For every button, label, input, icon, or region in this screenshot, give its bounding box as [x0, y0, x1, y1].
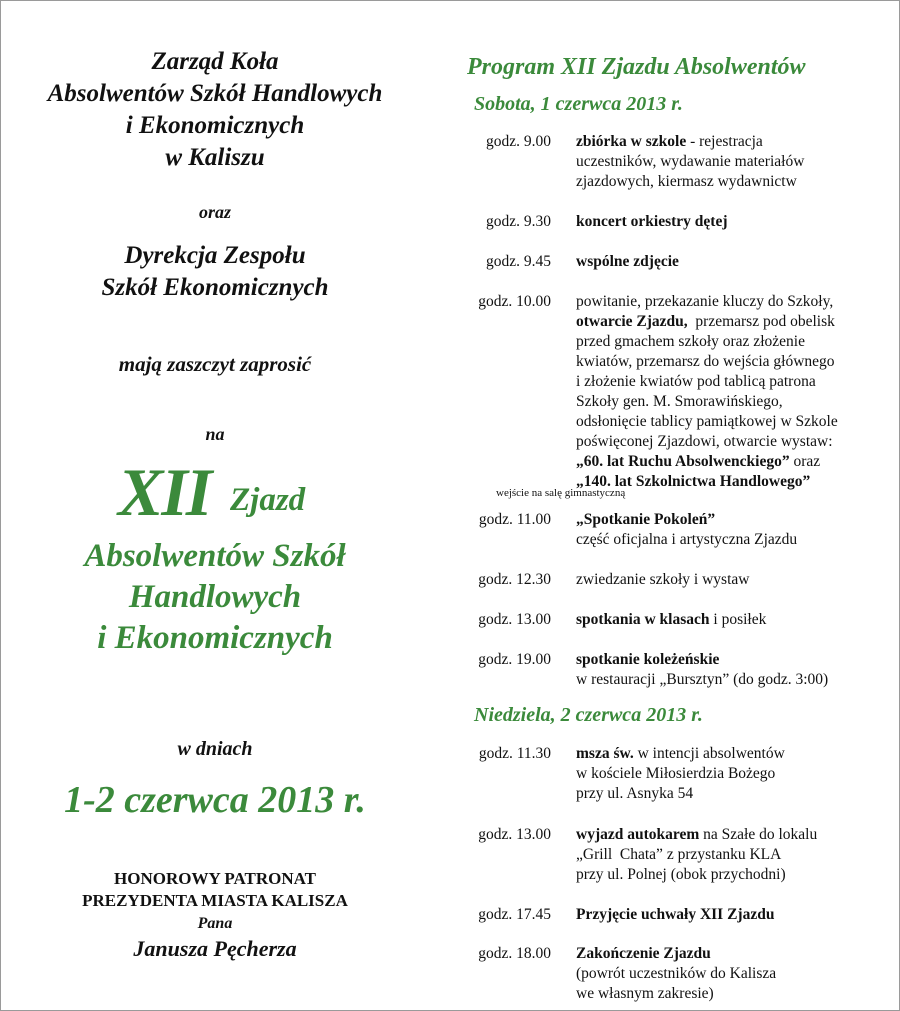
schedule-time: godz. 11.00: [478, 511, 551, 528]
description-line: [576, 530, 896, 550]
description-line: [576, 650, 896, 670]
description-line: [576, 392, 896, 412]
organizer-line: Absolwentów Szkół Handlowych: [47, 80, 383, 107]
description-bold-text: Zakończenie Zjazdu: [576, 945, 711, 962]
description-text: część oficjalna i artystyczna Zjazdu: [576, 531, 798, 548]
schedule-time: godz. 10.00: [478, 293, 551, 310]
description-line: [576, 252, 896, 272]
description-text: i posiłek: [709, 611, 767, 628]
organizer-line: w Kaliszu: [165, 144, 265, 171]
description-text: „Grill Chata” z przystanku KLA: [576, 846, 782, 863]
schedule-description: [576, 212, 896, 232]
zjazd-word: Zjazd: [230, 482, 306, 518]
description-line: [576, 825, 896, 845]
description-line: [576, 845, 896, 865]
description-line: [576, 784, 896, 804]
description-line: [576, 292, 896, 312]
description-bold-text: „60. lat Ruchu Absolwenckiego”: [576, 453, 790, 470]
preposition-na: na: [205, 424, 225, 444]
description-text: we własnym zakresie): [576, 985, 714, 1002]
schedule-time: godz. 19.00: [478, 651, 551, 668]
organizer-line: Zarząd Koła: [151, 48, 279, 75]
schedule-time: godz. 9.00: [485, 133, 551, 150]
invite-phrase: mają zaszczyt zaprosić: [118, 352, 312, 376]
program-title: Program XII Zjazdu Absolwentów: [467, 54, 806, 80]
description-line: [576, 944, 896, 964]
schedule-description: [576, 132, 896, 192]
organizer-block: [0, 46, 430, 174]
directorate-block: [0, 240, 430, 304]
schedule-description: [576, 905, 896, 925]
description-line: [576, 352, 896, 372]
description-text: zjazdowych, kiermasz wydawnictw: [576, 173, 797, 190]
description-line: [576, 172, 896, 192]
description-line: [576, 152, 896, 172]
description-text: oraz: [789, 453, 821, 470]
description-text: zwiedzanie szkoły i wystaw: [576, 571, 750, 588]
description-line: [576, 372, 896, 392]
description-line: [576, 132, 896, 152]
description-line: [576, 472, 896, 492]
schedule-time: godz. 11.30: [478, 745, 551, 762]
patron-title: Pana: [197, 915, 233, 932]
description-text: poświęconej Zjazdowi, otwarcie wystaw:: [576, 433, 833, 450]
description-text: w kościele Miłosierdzia Bożego: [576, 765, 776, 782]
schedule-description: [576, 650, 896, 690]
event-title-line: Absolwentów Szkół: [84, 538, 346, 574]
description-line: [576, 670, 896, 690]
day-saturday: Sobota, 1 czerwca 2013 r.: [474, 93, 683, 115]
description-line: [576, 984, 896, 1004]
description-text: w intencji absolwentów: [633, 745, 785, 762]
schedule-time: godz. 13.00: [478, 826, 551, 843]
schedule-description: [576, 825, 896, 885]
schedule-description: [576, 744, 896, 804]
schedule-description: [576, 252, 896, 272]
description-text: na Szałe do lokalu: [699, 826, 818, 843]
description-line: [576, 212, 896, 232]
description-text: uczestników, wydawanie materiałów: [576, 153, 805, 170]
day-sunday: Niedziela, 2 czerwca 2013 r.: [474, 704, 703, 726]
schedule-time: godz. 9.45: [485, 253, 551, 270]
schedule-time: godz. 12.30: [478, 571, 551, 588]
directorate-line: Szkół Ekonomicznych: [101, 274, 329, 301]
schedule-time: godz. 13.00: [478, 611, 551, 628]
description-line: [576, 905, 896, 925]
description-bold-text: otwarcie Zjazdu,: [576, 313, 688, 330]
schedule-description: [576, 570, 896, 590]
description-bold-text: wspólne zdjęcie: [576, 253, 679, 270]
description-text: odsłonięcie tablicy pamiątkowej w Szkole: [576, 413, 838, 430]
event-title-xii: [0, 456, 430, 528]
event-title-line: Handlowych: [128, 579, 302, 615]
description-bold-text: spotkania w klasach: [576, 611, 710, 628]
patronage-line: HONOROWY PATRONAT: [114, 869, 316, 888]
honorary-patronage: [0, 868, 430, 912]
description-text: i złożenie kwiatów pod tablicą patrona: [576, 373, 816, 390]
description-line: [576, 610, 896, 630]
schedule-time: godz. 18.00: [478, 945, 551, 962]
description-bold-text: msza św.: [576, 745, 634, 762]
description-bold-text: „140. lat Szkolnictwa Handlowego”: [576, 473, 811, 490]
description-line: [576, 744, 896, 764]
description-text: Szkoły gen. M. Smorawińskiego,: [576, 393, 783, 410]
description-text: kwiatów, przemarsz do wejścia głównego: [576, 353, 835, 370]
schedule-description: [576, 944, 896, 1004]
description-line: [576, 332, 896, 352]
w-dniach: w dniach: [177, 738, 253, 760]
description-bold-text: wyjazd autokarem: [576, 826, 700, 843]
description-text: przemarsz pod obelisk: [687, 313, 835, 330]
description-bold-text: „Spotkanie Pokoleń”: [576, 511, 716, 528]
description-text: przed gmachem szkoły oraz złożenie: [576, 333, 805, 350]
schedule-time: godz. 17.45: [478, 906, 551, 923]
patron-name: Janusza Pęcherza: [133, 936, 297, 961]
conjunction-oraz: oraz: [198, 202, 231, 222]
description-text: przy ul. Polnej (obok przychodni): [576, 866, 786, 883]
description-line: [576, 312, 896, 332]
directorate-line: Dyrekcja Zespołu: [124, 242, 306, 269]
event-title: [0, 536, 430, 659]
description-text: (powrót uczestników do Kalisza: [576, 965, 777, 982]
description-line: [576, 964, 896, 984]
schedule-description: [576, 510, 896, 550]
event-title-line: i Ekonomicznych: [97, 620, 333, 656]
description-bold-text: koncert orkiestry dętej: [576, 213, 728, 230]
description-line: [576, 412, 896, 432]
description-text: przy ul. Asnyka 54: [576, 785, 694, 802]
description-text: powitanie, przekazanie kluczy do Szkoły,: [576, 293, 834, 310]
schedule-time: godz. 9.30: [485, 213, 551, 230]
patronage-line: PREZYDENTA MIASTA KALISZA: [82, 891, 348, 910]
schedule-description: [576, 292, 896, 492]
description-text: w restauracji „Bursztyn” (do godz. 3:00): [576, 671, 829, 688]
hall-note: wejście na salę gimnastyczną: [496, 487, 626, 499]
description-line: [576, 570, 896, 590]
organizer-line: i Ekonomicznych: [125, 112, 305, 139]
schedule-description: [576, 610, 896, 630]
description-text: - rejestracja: [686, 133, 763, 150]
roman-numeral: XII: [118, 454, 211, 530]
description-bold-text: spotkanie koleżeńskie: [576, 651, 720, 668]
description-line: [576, 865, 896, 885]
description-bold-text: zbiórka w szkole: [576, 133, 687, 150]
description-line: [576, 510, 896, 530]
description-bold-text: Przyjęcie uchwały XII Zjazdu: [576, 906, 775, 923]
description-line: [576, 452, 896, 472]
event-dates: 1-2 czerwca 2013 r.: [64, 779, 366, 821]
description-line: [576, 432, 896, 452]
description-line: [576, 764, 896, 784]
